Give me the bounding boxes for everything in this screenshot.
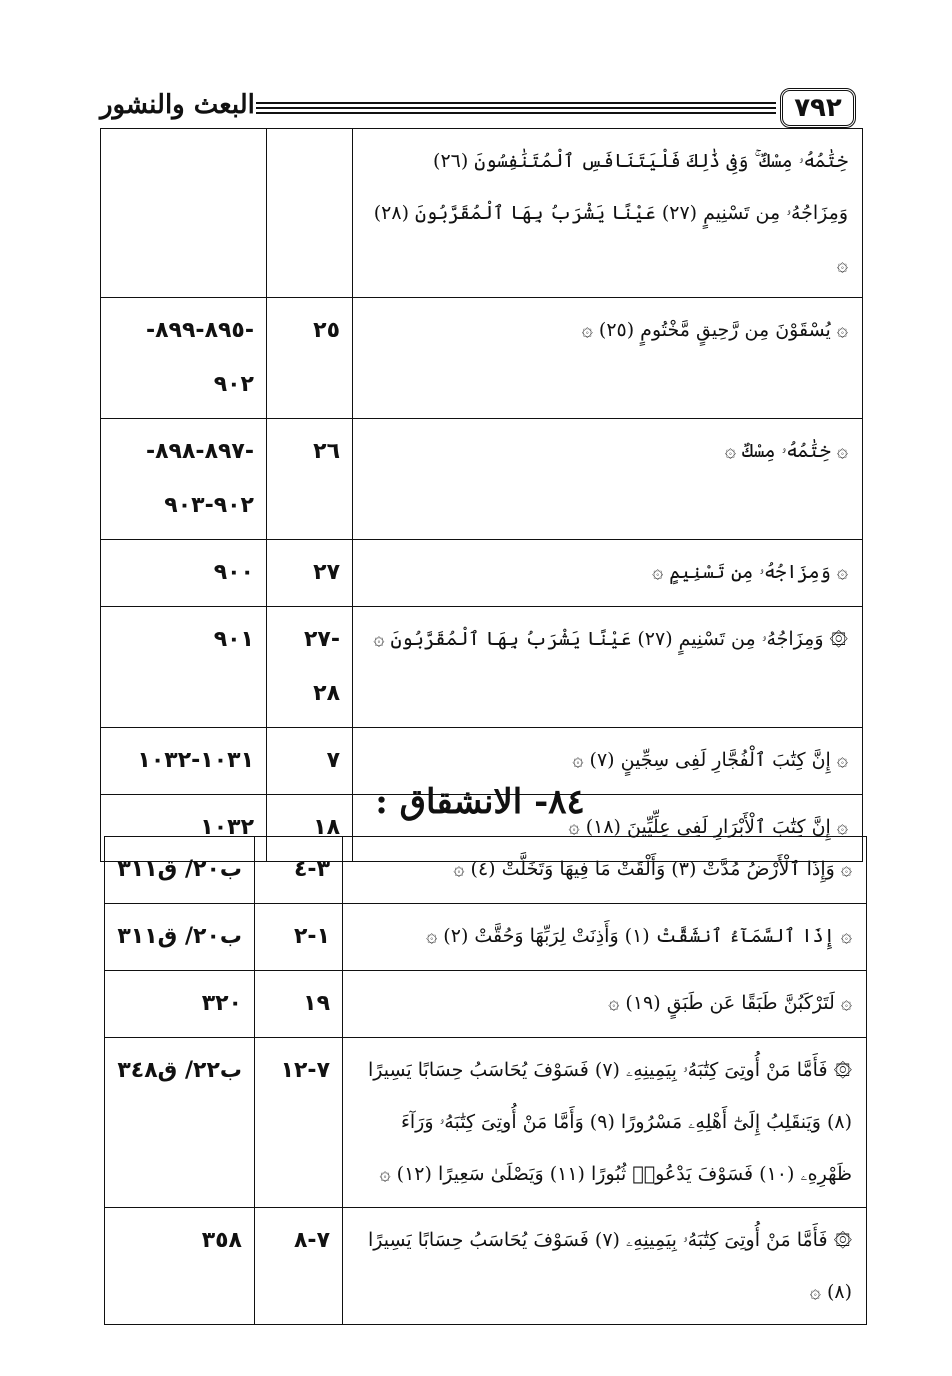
verse-text-cell: ۞ إِنَّ كِتَٰبَ ٱلْفُجَّارِ لَفِى سِجِّينٍ (٧) ۞: [353, 728, 863, 795]
verse-number-cell: ١٩: [255, 971, 343, 1038]
pages-cell: ب٢٠/ ق٣١١: [105, 837, 255, 904]
table-row: [105, 837, 867, 904]
verse-number-cell: ٧: [267, 728, 353, 795]
verse-text-cell: ۞ وَإِذَا ٱلْأَرْضُ مُدَّتْ (٣) وَأَلْقَتْ مَا فِيهَا وَتَخَلَّتْ (٤) ۞: [343, 837, 867, 904]
table-row: [105, 1208, 867, 1325]
verse-text-cell: ۞ وَمِزَاجُهُۥ مِن تَسْنِيمٍ (٢٧) عَيْنًا يَشْرَبُ بِهَا ٱلْمُقَرَّبُونَ ۞: [353, 607, 863, 728]
pages-cell: [101, 129, 267, 298]
verse-text-cell: ۞ يُسْقَوْنَ مِن رَّحِيقٍ مَّخْتُومٍ (٢٥) ۞: [353, 298, 863, 419]
verse-number-cell: ٧-٨: [255, 1208, 343, 1325]
table-row: [105, 904, 867, 971]
running-title: البعث والنشور: [100, 90, 255, 120]
pages-cell: ٣٥٨: [105, 1208, 255, 1325]
verse-number-cell: ١-٢: [255, 904, 343, 971]
table-row: [101, 607, 863, 728]
verse-number-cell: ١٨: [267, 795, 353, 862]
verse-number-cell: ٧-١٢: [255, 1038, 343, 1208]
verse-text-cell: ۞ إِذَا ٱلسَّمَآءُ ٱنشَقَّتْ (١) وَأَذِنَتْ لِرَبِّهَا وَحُقَّتْ (٢) ۞: [343, 904, 867, 971]
table-row: [105, 971, 867, 1038]
pages-cell: ب٢٠/ ق٣١١: [105, 904, 255, 971]
index-table-1: [100, 128, 863, 862]
verse-text-cell: خِتَٰمُهُۥ مِسْكٌ ۚ وَفِى ذَٰلِكَ فَلْيَتَنَافَسِ ٱلْمُتَنَٰفِسُونَ (٢٦) وَمِزَاجُهُۥ مِن تَسْنِيمٍ (٢٧) عَيْنًا يَشْرَبُ بِهَا ٱلْمُقَرَّبُونَ (٢٨) ۞: [353, 129, 863, 298]
table-row: [101, 298, 863, 419]
header-rule: [256, 112, 776, 114]
page-header: [96, 88, 856, 128]
pages-cell: ٩٠٠: [101, 540, 267, 607]
pages-cell: -٨٩٥-٨٩٩- ٩٠٢: [101, 298, 267, 419]
pages-cell: ١٠٣١-١٠٣٢: [101, 728, 267, 795]
table-row: [101, 419, 863, 540]
verse-number-cell: ٢٧: [267, 540, 353, 607]
pages-cell: ب٢٢/ ق٣٤٨: [105, 1038, 255, 1208]
verse-number-cell: ٢٦: [267, 419, 353, 540]
table-row: [101, 129, 863, 298]
verse-text-cell: ۞ إِنَّ كِتَٰبَ ٱلْأَبْرَارِ لَفِى عِلِّيِّينَ (١٨) ۞: [353, 795, 863, 862]
verse-number-cell: [267, 129, 353, 298]
header-rule: [256, 107, 776, 109]
pages-cell: ٩٠١: [101, 607, 267, 728]
verse-text-cell: ۞ فَأَمَّا مَنْ أُوتِىَ كِتَٰبَهُۥ بِيَمِينِهِۦ (٧) فَسَوْفَ يُحَاسَبُ حِسَابًا يَسِيرًا (٨) ۞: [343, 1208, 867, 1325]
header-rule: [256, 102, 776, 104]
verse-number-cell: -٢٧ ٢٨: [267, 607, 353, 728]
pages-cell: -٨٩٧-٨٩٨- ٩٠٢-٩٠٣: [101, 419, 267, 540]
index-table-2: [104, 836, 867, 1325]
table-row: [101, 540, 863, 607]
pages-cell: ٣٢٠: [105, 971, 255, 1038]
verse-text-cell: ۞ لَتَرْكَبُنَّ طَبَقًا عَن طَبَقٍ (١٩) ۞: [343, 971, 867, 1038]
table-row: [105, 1038, 867, 1208]
verse-number-cell: ٣-٤: [255, 837, 343, 904]
page-number: ٧٩٢: [780, 88, 856, 128]
verse-text-cell: ۞ خِتَٰمُهُۥ مِسْكٌ ۞: [353, 419, 863, 540]
pages-cell: ١٠٣٢: [101, 795, 267, 862]
surah-heading: ٨٤- الانشقاق :: [375, 782, 585, 822]
verse-number-cell: ٢٥: [267, 298, 353, 419]
verse-text-cell: ۞ وَمِزَاجُهُۥ مِن تَسْنِيمٍ ۞: [353, 540, 863, 607]
verse-text-cell: ۞ فَأَمَّا مَنْ أُوتِىَ كِتَٰبَهُۥ بِيَمِينِهِۦ (٧) فَسَوْفَ يُحَاسَبُ حِسَابًا يَسِيرًا (٨) وَيَنقَلِبُ إِلَىٰٓ أَهْلِهِۦ مَسْرُورًا (٩) وَأَمَّا مَنْ أُوتِىَ كِتَٰبَهُۥ وَرَآءَ ظَهْرِهِۦ (١٠) فَسَوْفَ يَدْعُوا۟ ثُبُورًا (١١) وَيَصْلَىٰ سَعِيرًا (١٢) ۞: [343, 1038, 867, 1208]
